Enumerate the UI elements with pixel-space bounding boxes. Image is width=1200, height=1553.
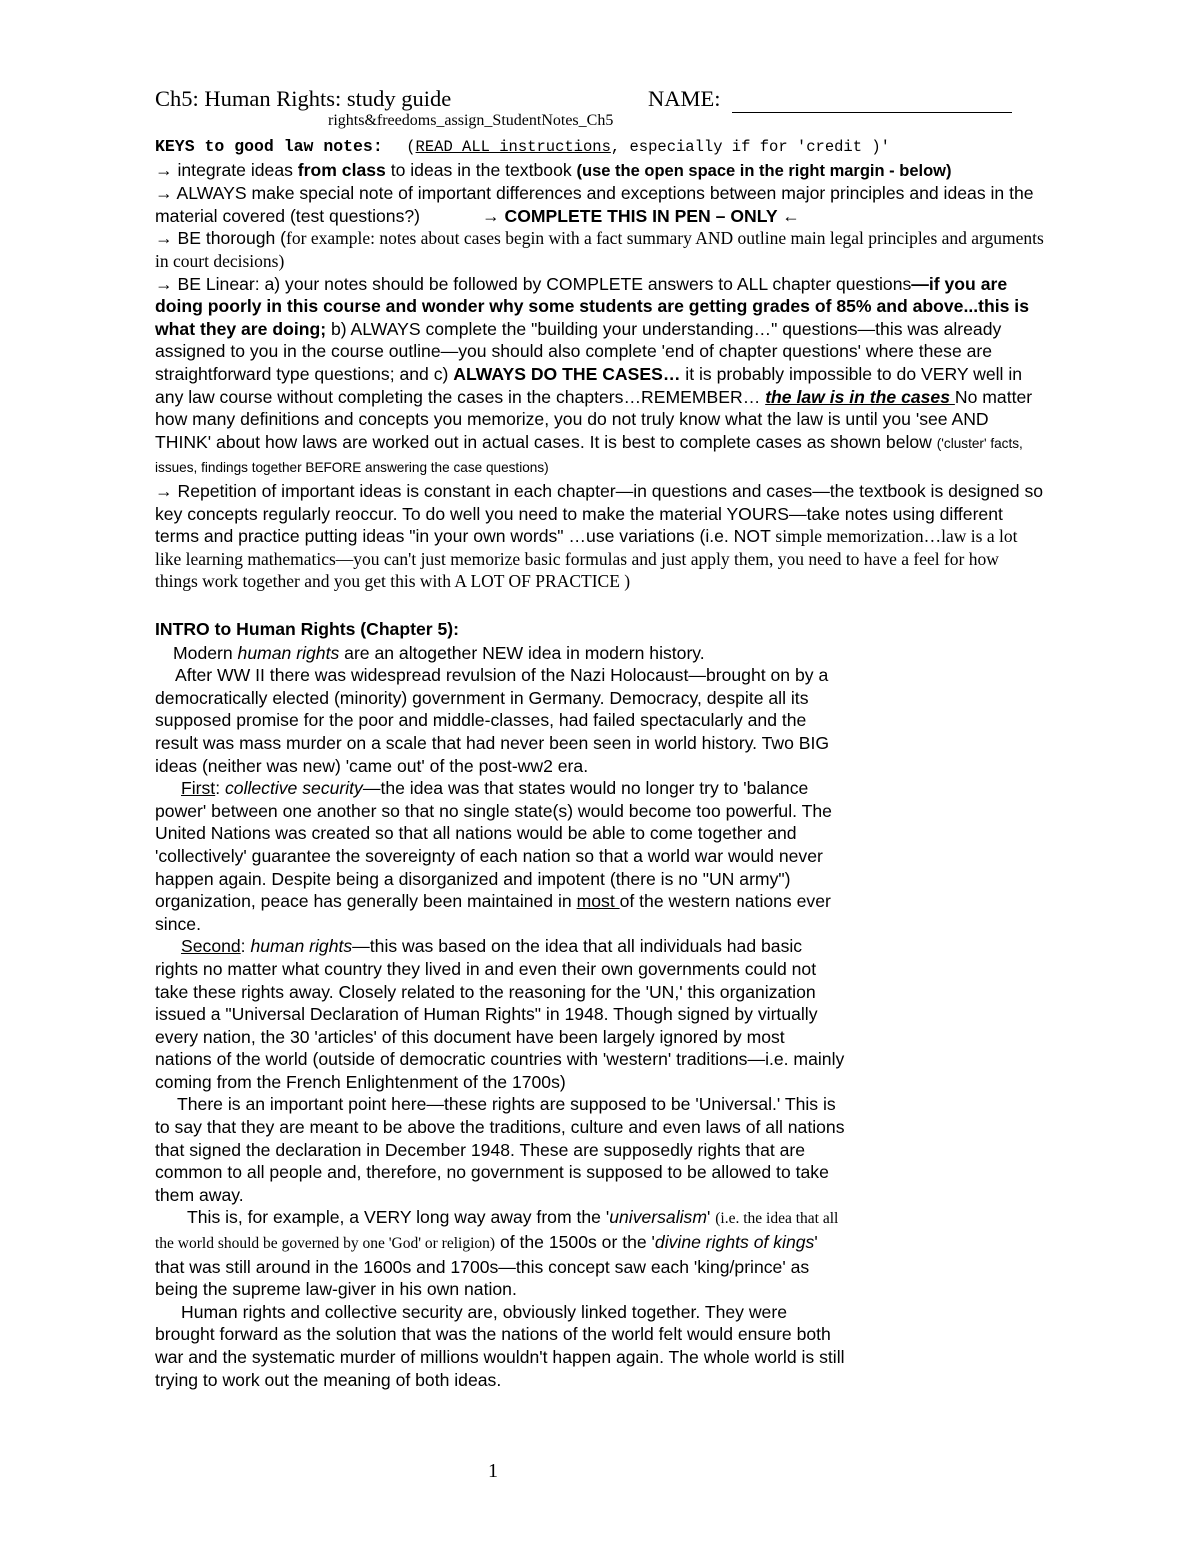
name-blank-line (732, 112, 1012, 113)
name-label: NAME: (648, 86, 721, 111)
document-title: Ch5: Human Rights: study guide (155, 86, 452, 111)
key-bullet-linear: → BE Linear: a) your notes should be followed by COMPLETE answers to ALL chapter questions—if you are doing poorly in this course and wonder why some students are getting grades of 85% and above...this is what they are doing; b) ALWAYS complete the "building your understanding…" questions—this was already assigned to you in the course outline—you should also complete 'end of chapter questions' where these are straightforward type questions; and c) ALWAYS DO THE CASES… it is probably impossible to do VERY well in any law course without completing the cases in the chapters…REMEMBER… the law is in the cases No matter how many definitions and concepts you memorize, you do not truly know what the law is until you 'see AND THINK' about how laws are worked out in actual cases. It is best to complete cases as shown below ('cluster' facts, issues, findings together BEFORE answering the case questions) (155, 273, 1033, 476)
intro-paragraph-1: Modern human rights are an altogether NEW idea in modern history. (173, 642, 705, 663)
intro-paragraph-universal: There is an important point here—these rights are supposed to be 'Universal.' This is to say that they are meant to be above the traditions, culture and even laws of all nations that signed the declaration in December 1948. These are supposedly rights that are common to all people and, therefore, no government is supposed to be allowed to take them away. (155, 1094, 845, 1205)
page-number: 1 (488, 1460, 498, 1482)
keys-section (155, 134, 1045, 593)
intro-section (155, 618, 845, 1391)
intro-paragraph-2: After WW II there was widespread revulsion of the Nazi Holocaust—brought on by a democratically elected (minority) government in Germany. Democracy, despite all its supposed promise for the poor and middle-classes, had failed spectacularly and the result was mass murder on a scale that had never been seen in world history. Two BIG ideas (neither was new) 'came out' of the post-ww2 era. (155, 665, 830, 776)
keys-heading: KEYS to good law notes: (READ ALL instructions, especially if for 'credit )' (155, 137, 890, 156)
intro-paragraph-second: Second: human rights—this was based on the idea that all individuals had basic rights no matter what country they lived in and even their own governments could not take these rights away. Closely related to the reasoning for the 'UN,' this organization issued a "Universal Declaration of Human Rights" in 1948. Though signed by virtually every nation, the 30 'articles' of this document have been largely ignored by most nations of the world (outside of democratic countries with 'western' traditions—i.e. mainly coming from the French Enlightenment of the 1700s) (155, 936, 845, 1092)
intro-paragraph-first: First: collective security—the idea was that states would no longer try to 'balance power' between one another so that no single state(s) would become too powerful. The United Nations was created so that all nations would be able to come together and 'collectively' guarantee the sovereignty of each nation so that a world war would never happen again. Despite being a disorganized and impotent (there is no "UN army") organization, peace has generally been maintained in most of the western nations ever since. (155, 778, 832, 934)
credit-note: , especially if for 'credit )' (610, 138, 890, 156)
key-bullet-differences: → ALWAYS make special note of important differences and exceptions between major principles and ideas in the material covered (test questions?) → COMPLETE THIS IN PEN – ONLY ← (155, 183, 1034, 226)
intro-paragraph-linked: Human rights and collective security are, obviously linked together. They were brought forward as the solution that was the nations of the world felt would ensure both war and the systematic murder of millions wouldn't happen again. The whole world is still trying to work out the meaning of both ideas. (155, 1301, 845, 1390)
read-instructions: READ ALL instructions (415, 138, 611, 156)
intro-paragraph-universalism: This is, for example, a VERY long way away from the 'universalism' (i.e. the idea that all the world should be governed by one 'God' or religion) of the 1500s or the 'divine rights of kings' that was still around in the 1600s and 1700s—this concept saw each 'king/prince' as being the supreme law-giver in his own nation. (155, 1207, 839, 1300)
intro-title: INTRO to Human Rights (Chapter 5): (155, 619, 459, 639)
key-bullet-thorough: → BE thorough (for example: notes about cases begin with a fact summary AND outline main legal principles and arguments in court decisions) (155, 228, 1044, 271)
keys-label: KEYS to good law notes: (155, 137, 383, 156)
file-name: rights&freedoms_assign_StudentNotes_Ch5 (328, 112, 614, 129)
key-bullet-repetition: → Repetition of important ideas is constant in each chapter—in questions and cases—the textbook is designed so key concepts regularly reoccur. To do well you need to make the material YOURS—take notes using different terms and practice putting ideas "in your own words" …use variations (i.e. NOT simple memorization…law is a lot like learning mathematics—you can't just memorize basic formulas and just apply them, you need to have a feel for how things work together and you get this with A LOT OF PRACTICE ) (155, 480, 1044, 592)
key-bullet-integrate: → integrate ideas from class to ideas in the textbook (use the open space in the right margin - below) (155, 159, 952, 180)
law-in-cases: the law is in the cases (765, 386, 955, 407)
